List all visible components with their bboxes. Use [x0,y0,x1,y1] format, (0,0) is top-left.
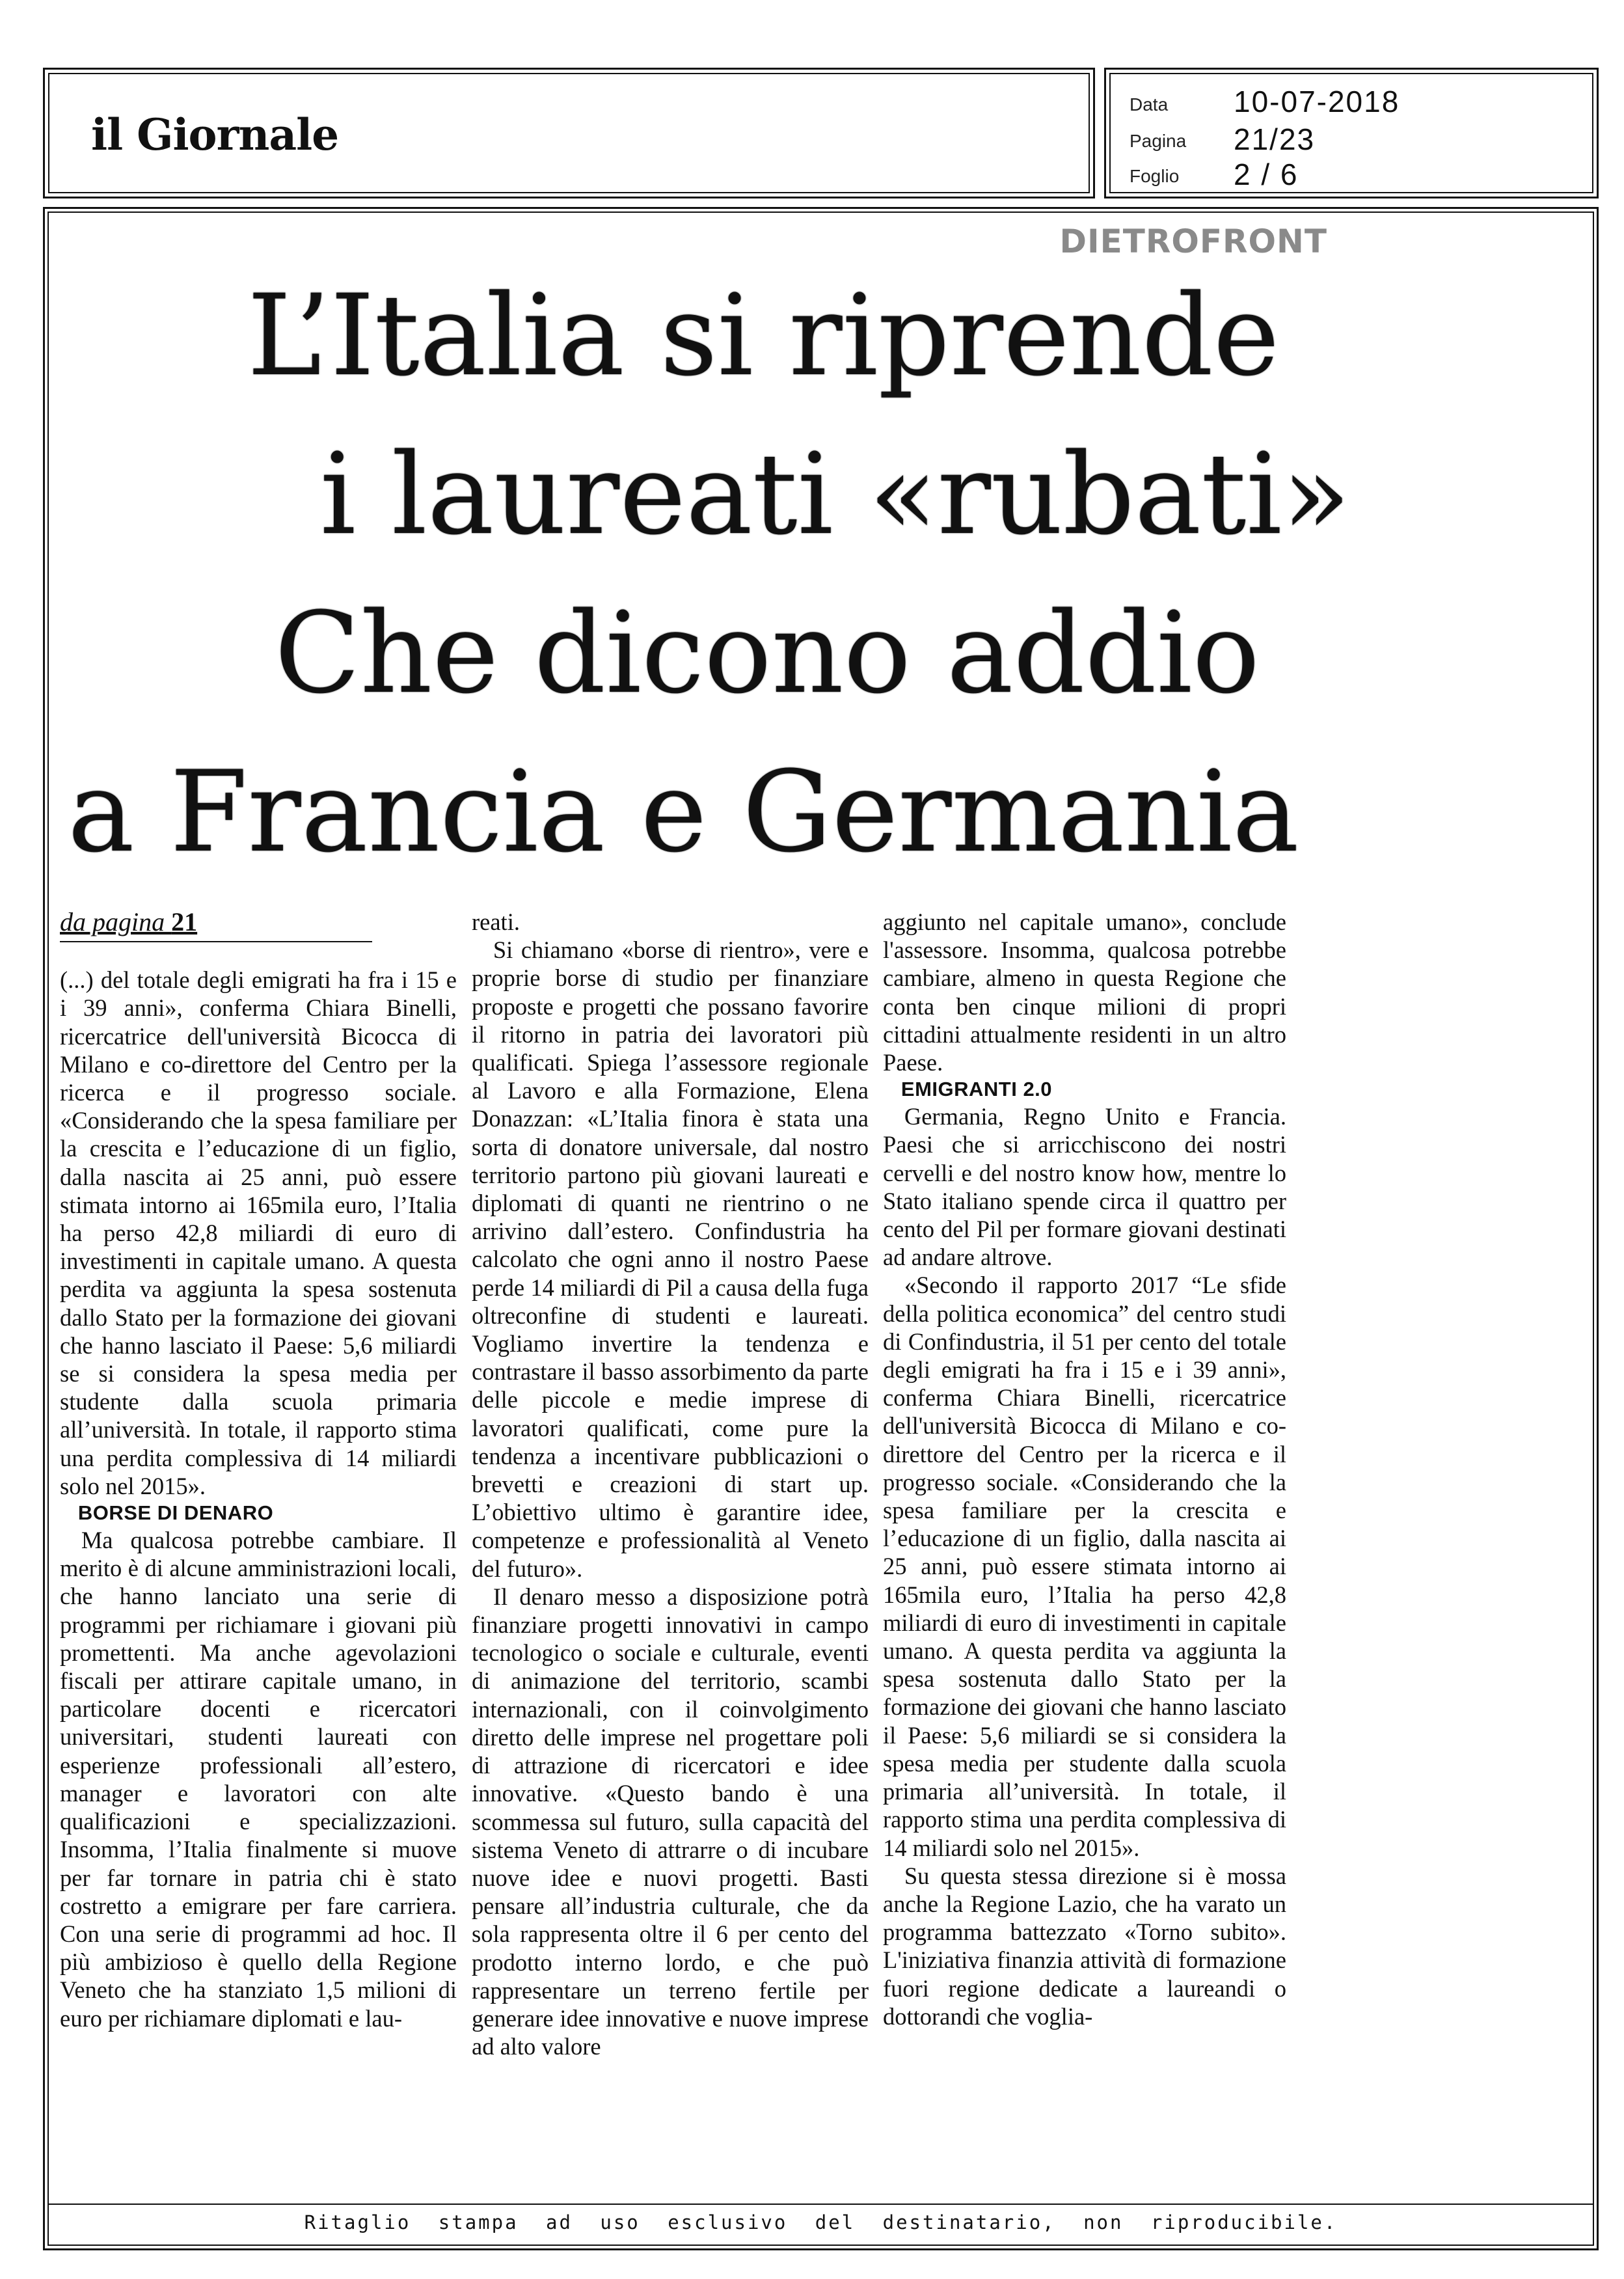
meta-foglio-value: 2 / 6 [1234,157,1299,191]
continued-from-prefix: da pagina [60,907,172,936]
paragraph: reati. [472,908,520,935]
meta-foglio-label: Foglio [1130,166,1180,186]
headline-line-1: L’Italia si riprende [247,270,1280,401]
continued-from-rule [60,941,372,942]
continued-from-page-number: 21 [171,907,198,936]
meta-data-value: 10-07-2018 [1234,85,1400,118]
meta-data-label: Data [1130,94,1169,115]
article-column-2 [472,908,869,2060]
paragraph: Il denaro messo a disposizione potrà finanziare progetti innovativi in campo tecnologico o sociale e culturale, eventi di animazione del territorio, scambi internazionali, con il coinvolgimento diretto delle imprese nel progettare poli di attrazione di ricercatori e idee innovative. «Questo bando è una scommessa sul futuro, sulla capacità del sistema Veneto di attrarre o di incubare nuove idee e nuovi progetti. Basti pensare all’industria culturale, che da sola rappresenta oltre il 6 per cento del prodotto interno lordo, e che può rappresentare un terreno fertile per generare idee innovative e nuove imprese ad alto valore [472,1583,869,2060]
subhead-emigranti: EMIGRANTI 2.0 [900,1078,1053,1101]
paragraph: Ma qualcosa potrebbe cambiare. Il merito è di alcune amministrazioni locali, che hanno lanciato una serie di programmi per richiamare i giovani più promettenti. Ma anche agevolazioni fiscali per attirare capitale umano, in particolare docenti e ricercatori universitari, studenti laureati con esperienze professionali all’estero, manager e lavoratori con alte qualificazioni e specializzazioni. Insomma, l’Italia finalmente si muove per far tornare in patria chi è stato costretto a emigrare per fare carriera. Con una serie di programmi ad hoc. Il più ambizioso è quello della Regione Veneto che ha stanziato 1,5 milioni di euro per richiamare diplomati e lau- [60,1527,457,2032]
paragraph: «Secondo il rapporto 2017 “Le sfide della politica economica” del centro studi di Confindustria, il 51 per cento del totale degli emigrati ha fra i 15 e i 39 anni», conferma Chiara Binelli, ricercatrice dell'università Bicocca di Milano e co-direttore del Centro per la ricerca e il progresso sociale. «Considerando che la spesa familiare per la crescita e l’educazione di un figlio, dalla nascita ai 25 anni, può essere stimata intorno ai 165mila euro, l’Italia ha perso 42,8 miliardi di euro di investimenti in capitale umano. A questa perdita va aggiunta la spesa sostenuta dallo Stato per la formazione dei giovani che hanno lasciato il Paese: 5,6 miliardi se si considera la spesa media per studente dalla scuola primaria all’università. In totale, il rapporto stima una perdita complessiva di 14 miliardi solo nel 2015». [883,1272,1286,1861]
headline-line-2: i laureati «rubati» [320,429,1351,560]
footer-rule [47,2204,1594,2205]
paragraph: aggiunto nel capitale umano», conclude l'assessore. Insomma, qualcosa potrebbe cambiare, almeno in questa Regione che conta ben cinque milioni di propri cittadini attualmente residenti in un altro Paese. [883,908,1286,1076]
headline-line-3: Che dicono addio [275,588,1260,718]
masthead-logo: il Giornale [91,109,339,160]
subhead-borse-di-denaro: BORSE DI DENARO [77,1501,274,1525]
paragraph: Si chiamano «borse di rientro», vere e proprie borse di studio per finanziare proposte e progetti che possano favorire il ritorno in patria dei lavoratori più qualificati. Spiega l’assessore regionale al Lavoro e alla Formazione, Elena Donazzan: «L’Italia finora è stata una sorta di donatore universale, dal nostro territorio partono più giovani laureati e diplomati di quanti ne rientrino o ne arrivino dall’estero. Confindustria ha calcolato che ogni anno il nostro Paese perde 14 miliardi di Pil a causa della fuga oltreconfine di studenti e laureati. Vogliamo invertire la tendenza e contrastare il basso assorbimento da parte delle piccole e medie imprese di lavoratori qualificati, come pure la tendenza a incentivare pubblicazioni o brevetti e creazioni di start up. L’obiettivo ultimo è garantire idee, competenze e professionalità al Veneto del futuro». [472,936,869,1582]
meta-pagina-label: Pagina [1130,131,1187,151]
continued-from-line [60,908,457,936]
copyright-notice: Ritaglio stampa ad uso esclusivo del destinatario, non riproducibile. [304,2211,1338,2233]
article-column-3 [883,908,1286,2030]
article-column-1 [60,908,457,2032]
paragraph: (...) del totale degli emigrati ha fra i 15 e i 39 anni», conferma Chiara Binelli, ricercatrice dell'università Bicocca di Milano e co-direttore del Centro per la ricerca e il progresso sociale. «Considerando che la spesa familiare per la crescita e l’educazione di un figlio, dalla nascita ai 25 anni, può essere stimata intorno ai 165mila euro, l’Italia ha perso 42,8 miliardi di euro di investimenti in capitale umano. A questa perdita va aggiunta la spesa sostenuta dallo Stato per la formazione dei giovani che hanno lasciato il Paese: 5,6 miliardi se si considera la spesa media per studente dalla scuola primaria all’università. In totale, il rapporto stima una perdita complessiva di 14 miliardi solo nel 2015». [60,966,457,1499]
paragraph: Germania, Regno Unito e Francia. Paesi che si arricchiscono dei nostri cervelli e del nostro know how, mentre lo Stato italiano spende circa il quattro per cento del Pil per formare giovani destinati ad andare altrove. [883,1103,1286,1271]
meta-box [1104,68,1599,198]
section-kicker: DIETROFRONT [1059,223,1327,260]
meta-pagina-value: 21/23 [1234,122,1316,156]
headline-line-4: a Francia e Germania [68,746,1299,877]
paragraph: Su questa stessa direzione si è mossa anche la Regione Lazio, che ha varato un programma battezzato «Torno subito». L'iniziativa finanzia attività di formazione fuori regione dedicate a laureandi o dottorandi che voglia- [883,1862,1286,2030]
